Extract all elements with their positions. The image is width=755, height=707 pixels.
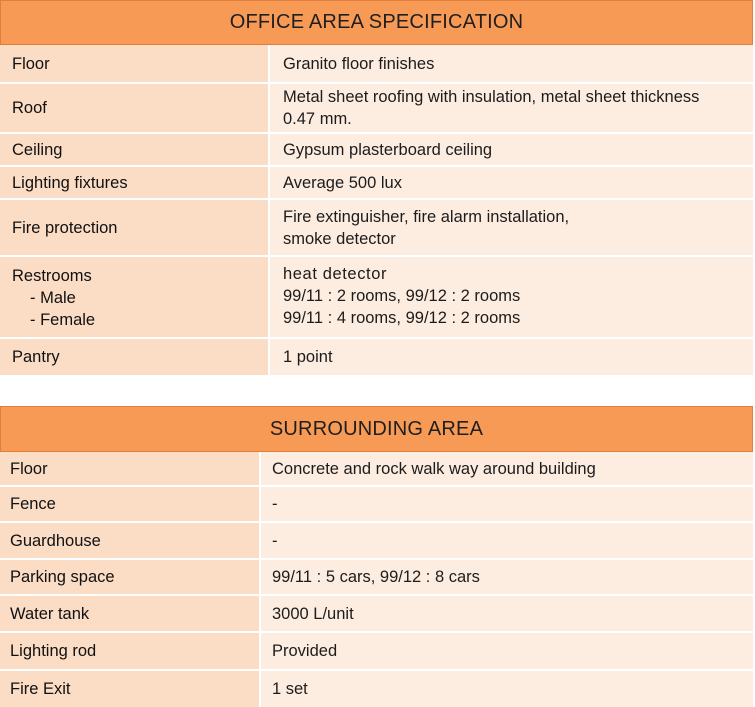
row-label: Fire Exit	[0, 671, 261, 707]
row-value: 1 set	[261, 671, 753, 707]
row-value: Provided	[261, 633, 753, 669]
value-line: 99/11 : 4 rooms, 99/12 : 2 rooms	[283, 309, 521, 327]
table-row	[0, 167, 753, 200]
value-line: Gypsum plasterboard ceiling	[283, 140, 493, 159]
row-value	[270, 257, 753, 337]
row-value: -	[261, 523, 753, 558]
row-value: -	[261, 487, 753, 521]
surrounding-area-table	[0, 406, 753, 707]
row-label: Fire protection	[0, 200, 270, 255]
table-row	[0, 45, 753, 84]
row-value	[270, 339, 753, 375]
value-line: 0.47 mm.	[283, 110, 352, 128]
row-value: Concrete and rock walk way around building	[261, 452, 753, 485]
surrounding-area-header	[0, 406, 753, 452]
table-row	[0, 84, 753, 134]
value-line: 1 point	[283, 348, 333, 366]
table-row	[0, 134, 753, 167]
row-label: Pantry	[0, 339, 270, 375]
row-value: 3000 L/unit	[261, 596, 753, 631]
table-row	[0, 339, 753, 377]
row-label: Floor	[0, 45, 270, 82]
value-line: Metal sheet roofing with insulation, metal sheet thickness	[283, 88, 700, 106]
surrounding-area-title: SURROUNDING AREA	[269, 417, 484, 440]
office-spec-title: OFFICE AREA SPECIFICATION	[229, 11, 524, 33]
table-row	[0, 452, 753, 487]
table-row	[0, 523, 753, 560]
row-label: Ceiling	[0, 134, 270, 165]
value-line: smoke detector	[283, 229, 396, 248]
table-row	[0, 596, 753, 633]
office-spec-header	[0, 0, 753, 45]
row-label: Guardhouse	[0, 523, 261, 558]
row-value	[270, 84, 753, 132]
restrooms-label: Restrooms	[12, 267, 92, 285]
value-line: heat detector	[283, 265, 388, 283]
row-value	[270, 45, 753, 82]
table-row	[0, 200, 753, 257]
value-line: 99/11 : 2 rooms, 99/12 : 2 rooms	[283, 287, 521, 305]
value-line: Average 500 lux	[283, 173, 402, 192]
row-label: Lighting fixtures	[0, 167, 270, 198]
row-label: Floor	[0, 452, 261, 485]
row-value	[270, 167, 753, 198]
restrooms-sub-female: - Female	[30, 311, 96, 329]
table-row	[0, 487, 753, 523]
table-row	[0, 560, 753, 596]
row-label: Water tank	[0, 596, 261, 631]
row-label: Parking space	[0, 560, 261, 594]
row-value: 99/11 : 5 cars, 99/12 : 8 cars	[261, 560, 753, 594]
row-value	[270, 134, 753, 165]
table-row	[0, 257, 753, 339]
table-row	[0, 633, 753, 671]
row-value	[270, 200, 753, 255]
restrooms-sub-male: - Male	[30, 289, 76, 307]
row-label	[0, 257, 270, 337]
value-line: Granito floor finishes	[283, 54, 435, 73]
row-label: Fence	[0, 487, 261, 521]
row-label: Lighting rod	[0, 633, 261, 669]
table-row	[0, 671, 753, 707]
value-line: Fire extinguisher, fire alarm installation,	[283, 207, 570, 226]
row-label: Roof	[0, 84, 270, 132]
